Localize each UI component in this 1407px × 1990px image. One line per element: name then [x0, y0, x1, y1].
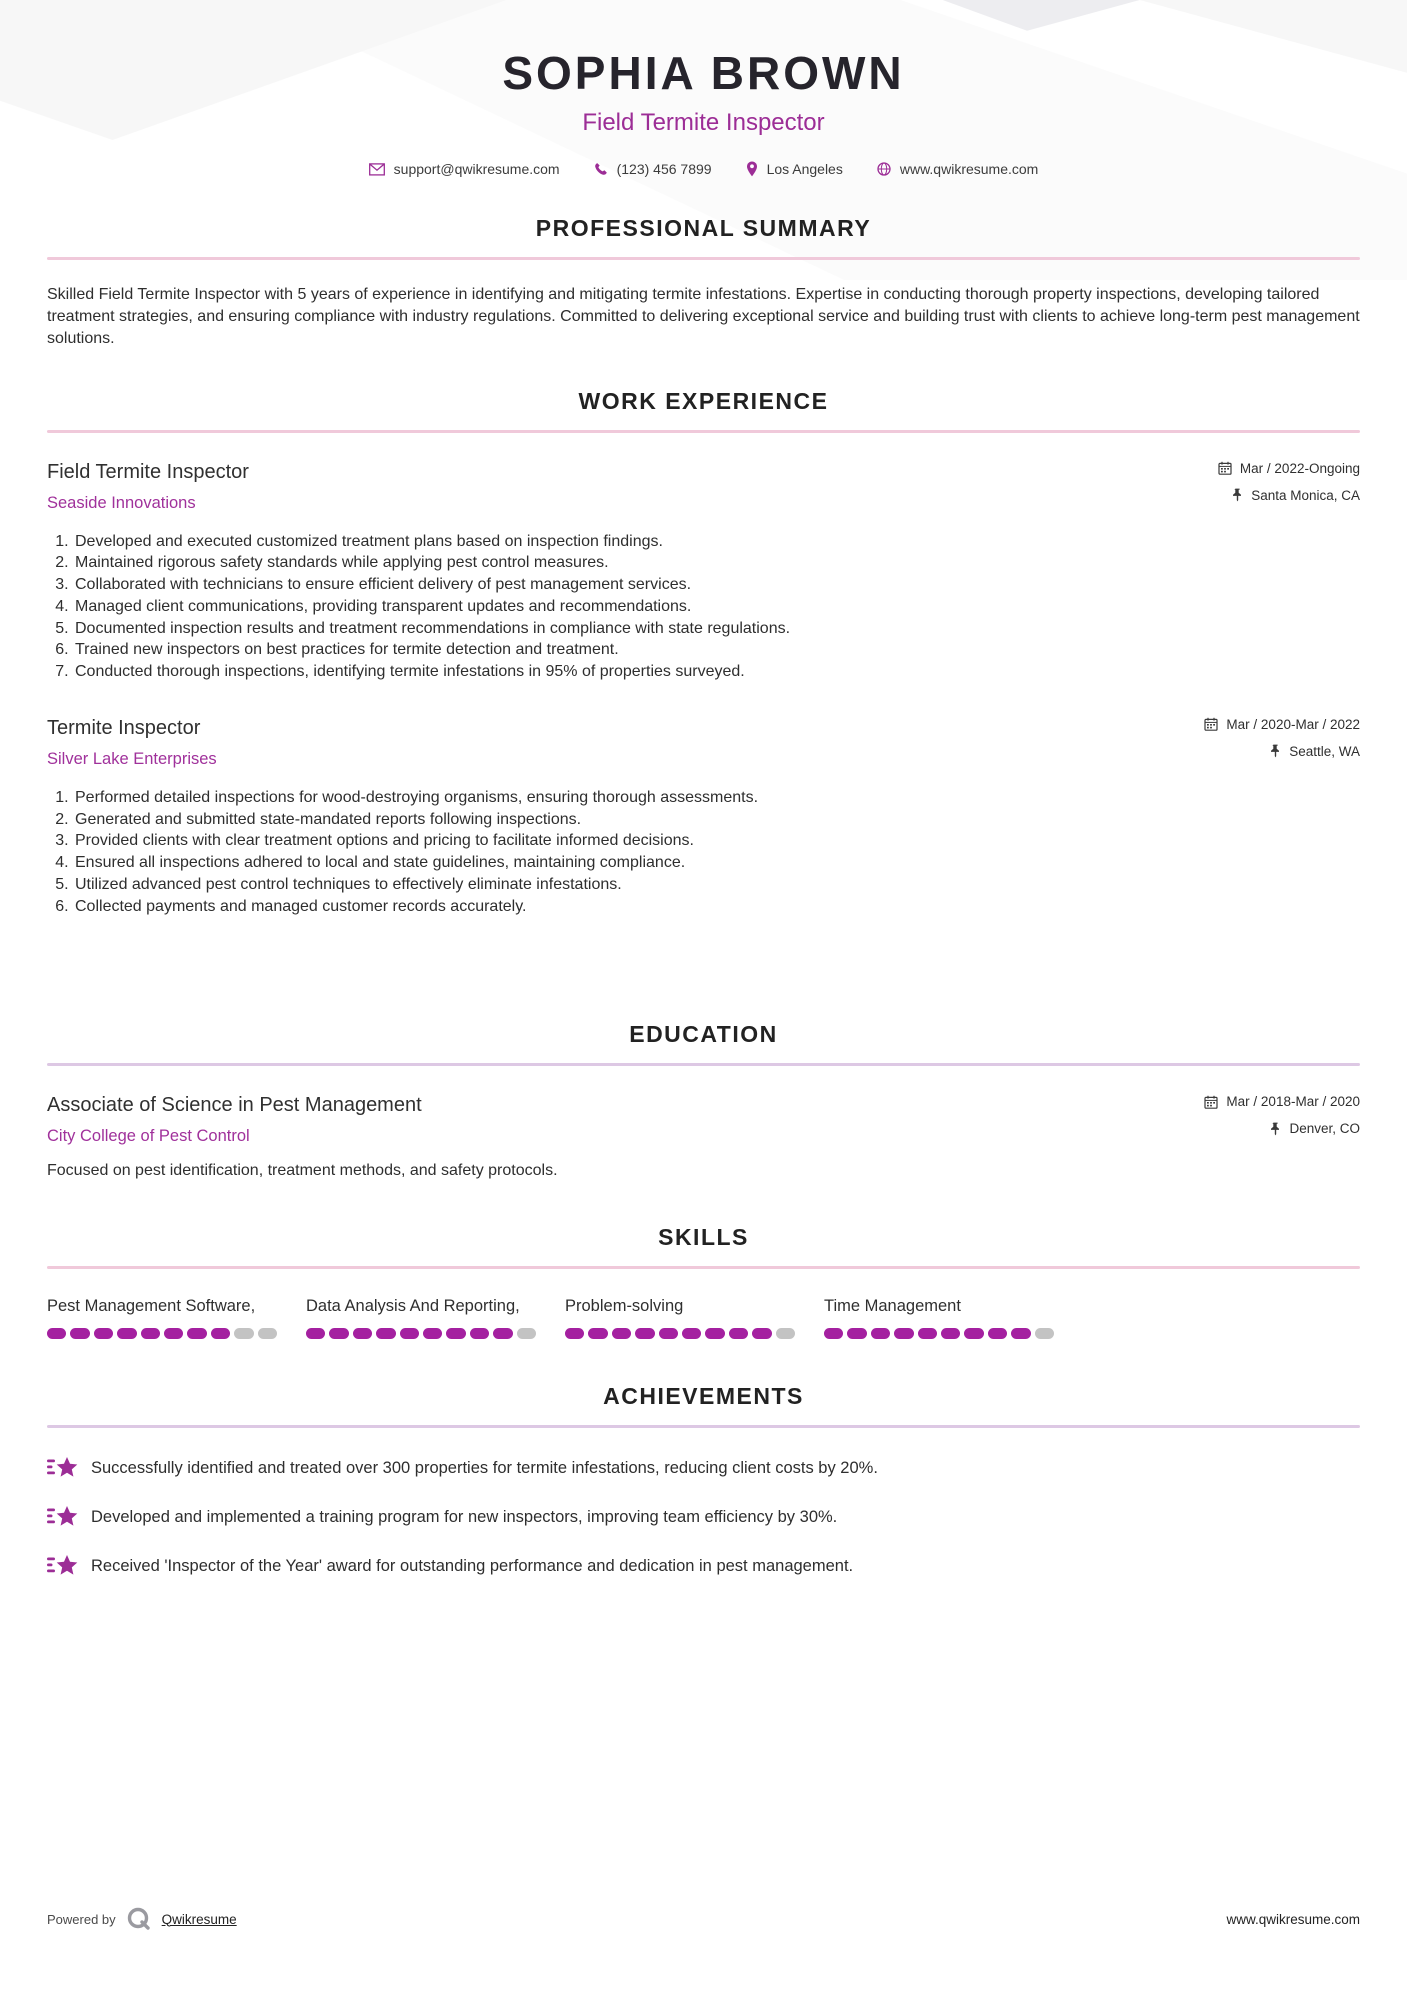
job-title: Termite Inspector [47, 716, 201, 739]
section-heading: ACHIEVEMENTS [603, 1383, 804, 1410]
skill-bar-segment [565, 1328, 584, 1339]
skill-bar-segment [306, 1328, 325, 1339]
section-heading: SKILLS [658, 1224, 749, 1251]
education-dates [1204, 1094, 1360, 1109]
job-bullet: 2. Maintained rigorous safety standards while applying pest control measures. [73, 552, 1360, 574]
skill-bar-segment [164, 1328, 183, 1339]
skill-bar-segment [517, 1328, 536, 1339]
skill-bar-segment [964, 1328, 983, 1339]
skill-bar-segment [187, 1328, 206, 1339]
education-location-text: Denver, CO [1289, 1121, 1360, 1137]
job-title: Field Termite Inspector [47, 460, 249, 483]
section-divider [47, 1425, 1360, 1428]
contact-row [47, 161, 1360, 177]
skill-bar-segment [1035, 1328, 1054, 1339]
skill-bar-segment [117, 1328, 136, 1339]
section-professional-summary [47, 215, 1360, 350]
page-footer [47, 1906, 1360, 1932]
skill-label: Data Analysis And Reporting, [306, 1297, 520, 1316]
skill-bar-segment [635, 1328, 654, 1339]
powered-by-label: Powered by [47, 1911, 116, 1927]
section-heading: PROFESSIONAL SUMMARY [535, 215, 872, 241]
job-bullet: 1. Developed and executed customized treatment plans based on inspection findings. [73, 531, 1360, 553]
skill-bar-segment [752, 1328, 771, 1339]
contact-phone-text: (123) 456 7899 [616, 161, 712, 177]
skill-bar-segment [234, 1328, 253, 1339]
shooting-star-icon [47, 1503, 78, 1530]
education-school: City College of Pest Control [47, 1127, 250, 1146]
contact-phone [594, 161, 712, 177]
skill-bar-segment [493, 1328, 512, 1339]
job-bullet: 7. Conducted thorough inspections, identifying termite infestations in 95% of properties surveyed. [73, 661, 1360, 683]
skill-bar [824, 1328, 1054, 1339]
job-bullet: 1. Performed detailed inspections for wood-destroying organisms, ensuring thorough assessments. [73, 787, 1360, 809]
section-heading: EDUCATION [629, 1021, 778, 1048]
achievement-item [47, 1454, 1360, 1481]
section-achievements [47, 1383, 1360, 1579]
section-divider [47, 430, 1360, 433]
education-dates-text: Mar / 2018-Mar / 2020 [1226, 1094, 1360, 1110]
skill-bar-segment [258, 1328, 277, 1339]
skill-bar-segment [376, 1328, 395, 1339]
job-company: Seaside Innovations [47, 493, 196, 512]
skill-bar-segment [470, 1328, 489, 1339]
job-bullet-list [47, 531, 1360, 683]
section-heading: WORK EXPERIENCE [578, 387, 829, 414]
job-bullet: 5. Documented inspection results and treatment recommendations in compliance with state regulations. [73, 618, 1360, 640]
skill-bar-segment [211, 1328, 230, 1339]
contact-email-text: support@qwikresume.com [393, 161, 560, 177]
contact-location-text: Los Angeles [766, 161, 843, 177]
job-bullet: 2. Generated and submitted state-mandated reports following inspections. [73, 809, 1360, 831]
skill-bar [47, 1328, 277, 1339]
skill-item [824, 1297, 1082, 1339]
skill-bar-segment [776, 1328, 795, 1339]
skill-label: Time Management [824, 1297, 961, 1316]
education-description: Focused on pest identification, treatment methods, and safety protocols. [47, 1162, 558, 1180]
skill-bar-segment [729, 1328, 748, 1339]
section-education [47, 1021, 1360, 1180]
skill-bar [565, 1328, 795, 1339]
contact-website-text: www.qwikresume.com [899, 161, 1039, 177]
job-dates-text: Mar / 2022-Ongoing [1239, 460, 1360, 476]
skill-bar-segment [705, 1328, 724, 1339]
skill-bar-segment [446, 1328, 465, 1339]
skill-bar-segment [847, 1328, 866, 1339]
skill-bar-segment [70, 1328, 89, 1339]
job-location [1218, 488, 1360, 503]
section-work-experience [47, 388, 1360, 918]
job-bullet: 4. Managed client communications, providing transparent updates and recommendations. [73, 596, 1360, 618]
skill-bar-segment [659, 1328, 678, 1339]
pushpin-icon [1232, 488, 1243, 502]
skill-label: Pest Management Software, [47, 1297, 256, 1316]
calendar-icon [1204, 717, 1218, 731]
job-bullet: 6. Trained new inspectors on best practices for termite detection and treatment. [73, 639, 1360, 661]
skill-bar-segment [941, 1328, 960, 1339]
candidate-title: Field Termite Inspector [582, 109, 825, 136]
skill-item [306, 1297, 564, 1339]
job-dates-text: Mar / 2020-Mar / 2022 [1226, 716, 1360, 732]
job-company: Silver Lake Enterprises [47, 749, 217, 768]
job-bullet: 4. Ensured all inspections adhered to local and state guidelines, maintaining compliance. [73, 852, 1360, 874]
skill-bar-segment [894, 1328, 913, 1339]
skill-bar-segment [1011, 1328, 1030, 1339]
skill-bar-segment [353, 1328, 372, 1339]
calendar-icon [1218, 461, 1232, 475]
skill-label: Problem-solving [565, 1297, 684, 1316]
skill-bar-segment [423, 1328, 442, 1339]
job-entry [47, 717, 1360, 918]
qwikresume-q-logo [126, 1906, 152, 1932]
skill-item [565, 1297, 823, 1339]
skill-bar-segment [47, 1328, 66, 1339]
summary-text: Skilled Field Termite Inspector with 5 years of experience in identifying and mitigating termite infestations. Expertise in conducting thorough property inspections, developing tailored treatment strategies, and ensuring compliance with industry regulations. Committed to delivering exceptional service and building trust with clients to achieve long-term pest management solutions. [47, 286, 1360, 347]
contact-website [877, 161, 1038, 177]
achievement-text: Developed and implemented a training program for new inspectors, improving team efficiency by 30%. [91, 1507, 838, 1526]
job-dates [1204, 717, 1360, 732]
skill-item [47, 1297, 305, 1339]
skill-bar-segment [612, 1328, 631, 1339]
job-location-text: Seattle, WA [1289, 743, 1360, 759]
section-divider [47, 1266, 1360, 1269]
skill-bar-segment [918, 1328, 937, 1339]
section-divider [47, 1063, 1360, 1066]
skill-bar-segment [588, 1328, 607, 1339]
phone-icon [594, 162, 608, 176]
section-skills [47, 1224, 1360, 1339]
qwikresume-brand-link[interactable]: Qwikresume [161, 1911, 237, 1927]
skill-bar-segment [329, 1328, 348, 1339]
contact-location [746, 161, 843, 177]
section-divider [47, 257, 1360, 260]
job-dates [1218, 461, 1360, 476]
skill-bar-segment [871, 1328, 890, 1339]
shooting-star-icon [47, 1454, 78, 1481]
skill-bar-segment [94, 1328, 113, 1339]
contact-email [369, 161, 560, 177]
pushpin-icon [1270, 744, 1281, 758]
globe-icon [877, 162, 891, 176]
shooting-star-icon [47, 1552, 78, 1579]
achievement-text: Received 'Inspector of the Year' award for outstanding performance and dedication in pest management. [91, 1556, 854, 1575]
job-location [1204, 744, 1360, 759]
skill-bar [306, 1328, 536, 1339]
education-entry [47, 1094, 1360, 1180]
footer-website: www.qwikresume.com [1226, 1911, 1360, 1927]
candidate-name: SOPHIA BROWN [502, 47, 905, 99]
job-location-text: Santa Monica, CA [1251, 487, 1360, 503]
job-bullet: 6. Collected payments and managed customer records accurately. [73, 896, 1360, 918]
job-bullet: 5. Utilized advanced pest control techniques to effectively eliminate infestations. [73, 874, 1360, 896]
skill-bar-segment [400, 1328, 419, 1339]
achievement-item [47, 1503, 1360, 1530]
skill-bar-segment [824, 1328, 843, 1339]
education-degree: Associate of Science in Pest Management [47, 1094, 422, 1117]
job-entry [47, 461, 1360, 683]
job-bullet: 3. Provided clients with clear treatment options and pricing to facilitate informed decisions. [73, 830, 1360, 852]
education-location [1204, 1121, 1360, 1136]
map-pin-icon [746, 161, 758, 177]
skill-bar-segment [988, 1328, 1007, 1339]
skill-bar-segment [141, 1328, 160, 1339]
skill-bar-segment [682, 1328, 701, 1339]
achievement-text: Successfully identified and treated over 300 properties for termite infestations, reducing client costs by 20%. [91, 1458, 878, 1477]
job-bullet: 3. Collaborated with technicians to ensure efficient delivery of pest management services. [73, 574, 1360, 596]
achievement-item [47, 1552, 1360, 1579]
job-bullet-list [47, 787, 1360, 918]
envelope-icon [369, 163, 385, 176]
achievement-list [47, 1454, 1360, 1579]
pushpin-icon [1270, 1122, 1281, 1136]
skills-grid [47, 1297, 1360, 1339]
calendar-icon [1204, 1095, 1218, 1109]
